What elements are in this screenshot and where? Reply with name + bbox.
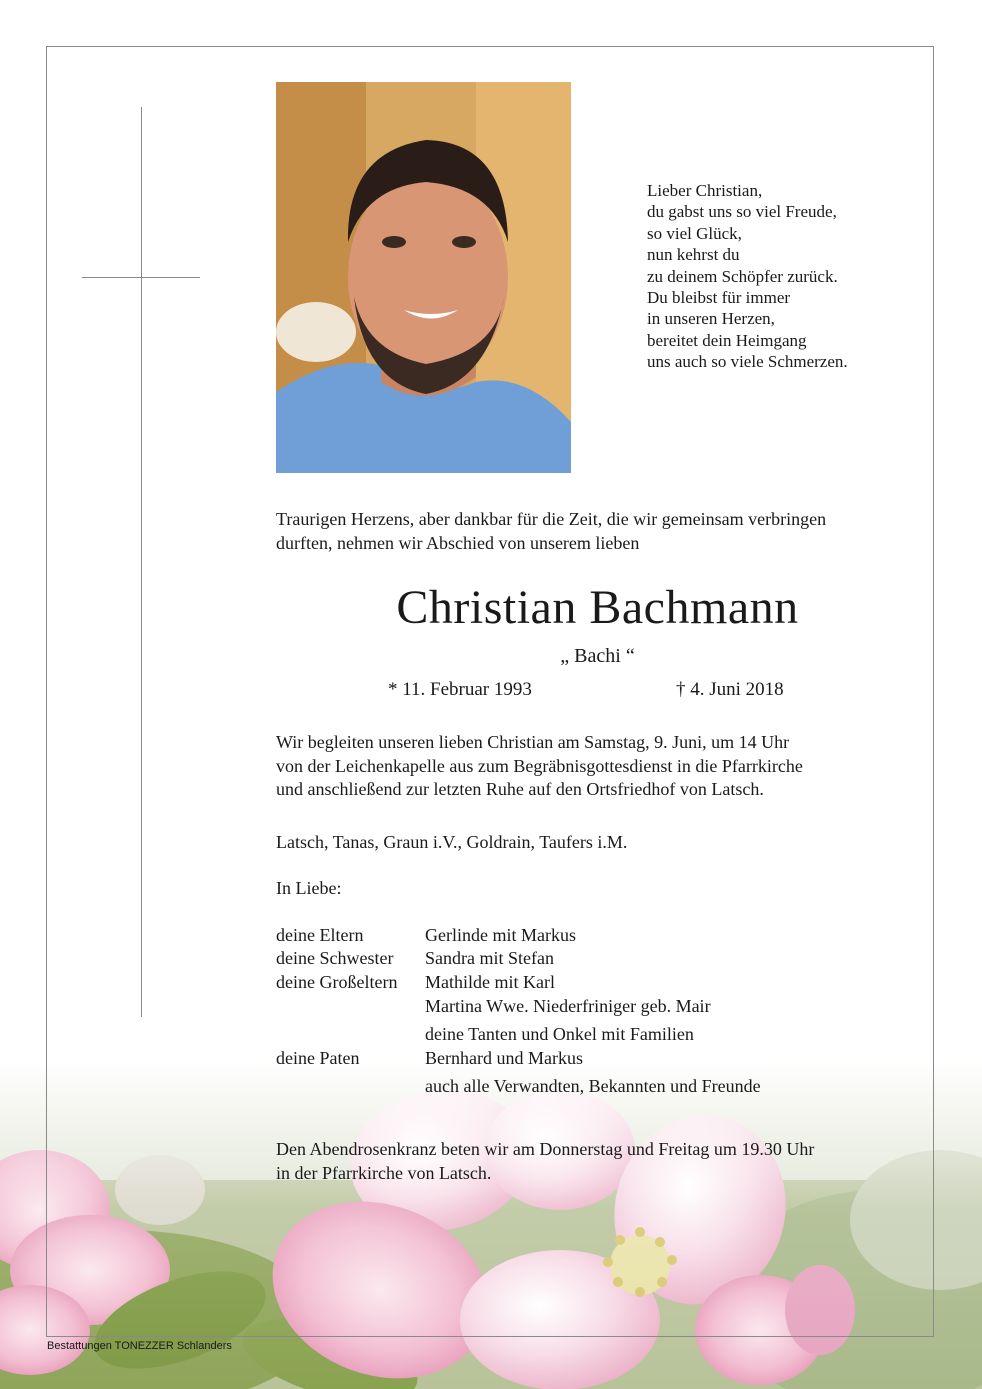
poem-line: du gabst uns so viel Freude,: [647, 202, 837, 222]
rosary-line: Den Abendrosenkranz beten wir am Donnerstag und Freitag um 19.30 Uhr: [276, 1139, 815, 1159]
death-date: † 4. Juni 2018: [676, 679, 784, 700]
poem: [647, 180, 848, 373]
poem-line: in unseren Herzen,: [647, 309, 775, 329]
family-names: auch alle Verwandten, Bekannten und Freunde: [425, 1076, 761, 1096]
rosary-line: in der Pfarrkirche von Latsch.: [276, 1163, 492, 1183]
funeral-line: von der Leichenkapelle aus zum Begräbnisgottesdienst in die Pfarrkirche: [276, 755, 803, 776]
poem-line: Lieber Christian,: [647, 181, 763, 200]
nickname: „ Bachi “: [560, 645, 635, 667]
funeral-line: und anschließend zur letzten Ruhe auf den Ortsfriedhof von Latsch.: [276, 779, 764, 799]
cross-icon-bar: [82, 277, 200, 278]
birth-date: * 11. Februar 1993: [388, 679, 532, 700]
rosary-text: [276, 1137, 936, 1185]
family-names: deine Tanten und Onkel mit Familien: [425, 1024, 694, 1044]
cross-icon: [141, 107, 142, 1017]
deceased-name: Christian Bachmann: [396, 581, 799, 634]
family-relation: deine Großeltern: [276, 972, 398, 992]
intro-line: durften, nehmen wir Abschied von unserem lieben: [276, 533, 640, 553]
portrait-photo: [276, 82, 571, 473]
family-names: Gerlinde mit Markus: [425, 925, 576, 945]
intro-line: Traurigen Herzens, aber dankbar für die Zeit, die wir gemeinsam verbringen: [276, 509, 827, 529]
poem-line: Du bleibst für immer: [647, 288, 791, 308]
poem-line: uns auch so viele Schmerzen.: [647, 352, 848, 372]
funeral-text: [276, 731, 936, 802]
family-names: Martina Wwe. Niederfriniger geb. Mair: [425, 996, 711, 1016]
poem-line: bereitet dein Heimgang: [647, 330, 807, 350]
funeral-line: Wir begleiten unseren lieben Christian am Samstag, 9. Juni, um 14 Uhr: [276, 732, 790, 752]
family-names: Sandra mit Stefan: [425, 948, 554, 968]
in-love-label: In Liebe:: [276, 878, 342, 898]
places: Latsch, Tanas, Graun i.V., Goldrain, Taufers i.M.: [276, 832, 628, 852]
intro-text: [276, 507, 936, 555]
poem-line: zu deinem Schöpfer zurück.: [647, 266, 838, 286]
family-relation: deine Eltern: [276, 925, 364, 945]
family-relation: deine Paten: [276, 1048, 360, 1068]
family-relation: deine Schwester: [276, 948, 394, 968]
family-names: Mathilde mit Karl: [425, 972, 555, 992]
poem-line: nun kehrst du: [647, 245, 740, 265]
poem-line: so viel Glück,: [647, 223, 742, 243]
family-names: Bernhard und Markus: [425, 1048, 583, 1068]
footer-credit: Bestattungen TONEZZER Schlanders: [47, 1340, 232, 1352]
